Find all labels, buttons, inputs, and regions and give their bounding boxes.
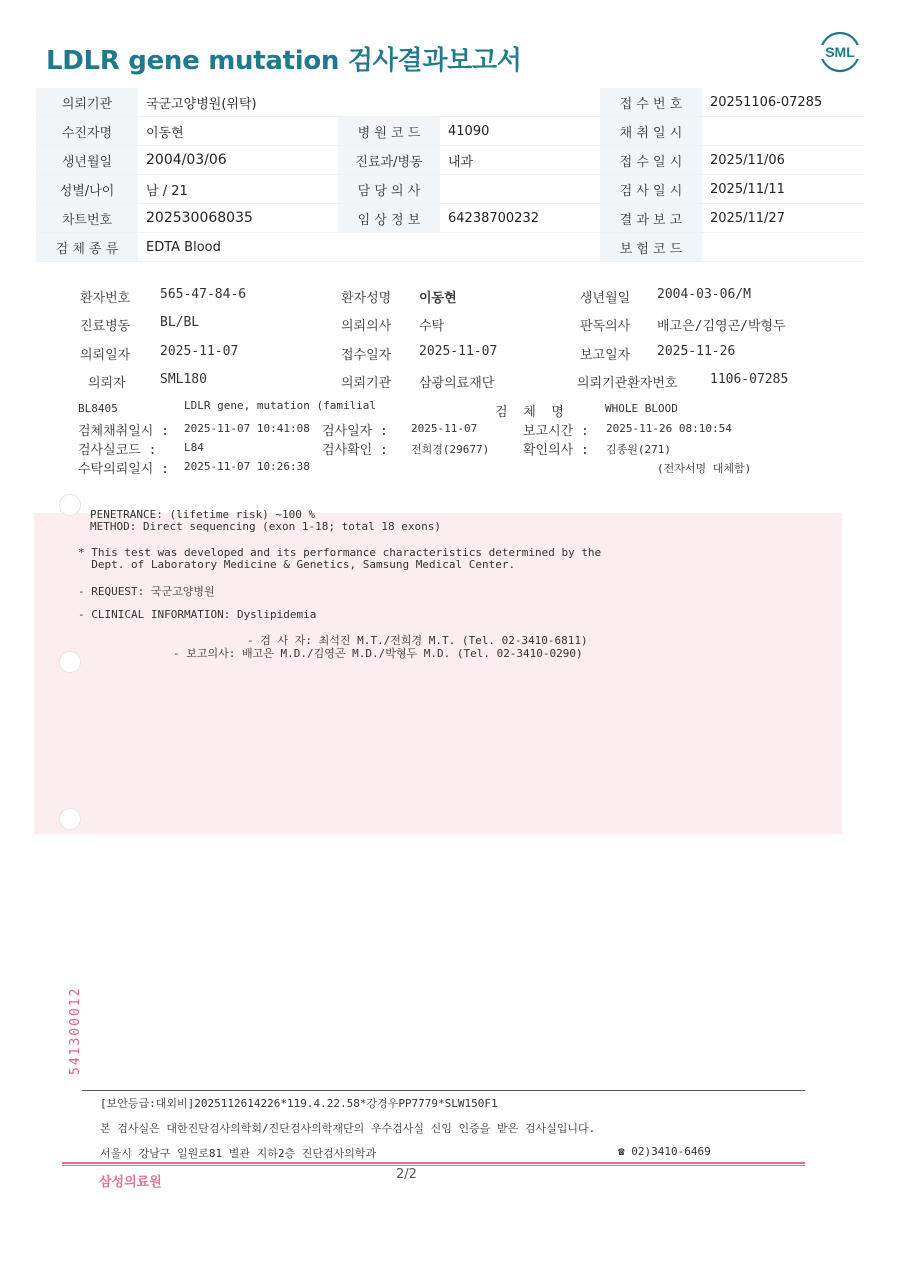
- label-clinical-info: 임 상 정 보: [338, 204, 440, 233]
- security-line: [보안등급:대외비]2025112614226*119.4.22.58*강경우PP7779*SLW150F1: [100, 1097, 498, 1110]
- report-line: - 보고의사: 배고은 M.D./김영곤 M.D./박형두 M.D. (Tel. 02-3410-0290): [173, 647, 583, 660]
- value-confirm-doctor: 김종원(271): [606, 443, 671, 456]
- report-line: - 검 사 자: 최석진 M.T./전희경 M.T. (Tel. 02-3410-6811): [247, 634, 588, 647]
- label-specimen-type: 검 체 종 류: [36, 233, 138, 262]
- label-sex-age: 성별/나이: [36, 175, 138, 204]
- value-patient-name: 이동현: [419, 291, 457, 306]
- binder-hole: [59, 494, 81, 516]
- footer-divider: [62, 1165, 805, 1166]
- value-requesting-org: 삼광의료재단: [419, 376, 495, 391]
- label-test-date: 검사일자 :: [322, 424, 388, 439]
- value-chart-number: 202530068035: [138, 204, 338, 233]
- label-receipt-number: 접 수 번 호: [600, 88, 702, 117]
- label-hospital-code: 병 원 코 드: [338, 117, 440, 146]
- page-number: 2/2: [396, 1167, 417, 1182]
- label-requesting-org: 의뢰기관: [341, 376, 392, 391]
- value-org-patient-number: 1106-07285: [710, 372, 789, 387]
- report-line: - REQUEST: 국군고양병원: [78, 585, 215, 598]
- sml-logo: [818, 30, 862, 74]
- label-receipt-date: 접수일자: [341, 348, 392, 363]
- binder-hole: [59, 808, 81, 830]
- value-report-date: 2025-11-26: [657, 344, 736, 359]
- value-requester: SML180: [160, 372, 207, 387]
- value-request-date: 2025-11-07: [160, 344, 239, 359]
- label-insurance-code: 보 험 코 드: [600, 233, 702, 262]
- label-test-confirm: 검사확인 :: [322, 443, 388, 458]
- label-request-date: 의뢰일자: [80, 348, 131, 363]
- report-line: - CLINICAL INFORMATION: Dyslipidemia: [78, 608, 317, 621]
- header-row: [36, 117, 864, 146]
- label-receipt-date: 접 수 일 시: [600, 146, 702, 175]
- value-birth-date: 2004-03-06/M: [657, 287, 751, 302]
- label-department: 진료과/병동: [338, 146, 440, 175]
- logo-text: SML: [825, 44, 855, 60]
- label-test-date: 검 사 일 시: [600, 175, 702, 204]
- value-test-date: 2025-11-07: [411, 422, 478, 435]
- value-receipt-date: 2025-11-07: [419, 344, 498, 359]
- label-patient-name: 환자성명: [341, 291, 392, 306]
- label-requester: 의뢰자: [88, 376, 126, 391]
- header-row: [36, 175, 864, 204]
- hospital-name: 삼성의료원: [99, 1175, 162, 1190]
- label-report-time: 보고시간 :: [523, 424, 589, 439]
- label-physician: 담 당 의 사: [338, 175, 440, 204]
- label-result-report: 결 과 보 고: [600, 204, 702, 233]
- report-line: PENETRANCE: (lifetime risk) ~100 %: [90, 508, 316, 521]
- footer-accent-line: [62, 1162, 805, 1164]
- value-result-report: 2025/11/27: [702, 204, 864, 233]
- value-clinical-info: 64238700232: [440, 204, 600, 233]
- label-requesting-doctor: 의뢰의사: [341, 319, 392, 334]
- binder-hole: [59, 651, 81, 673]
- label-collection-time: 검체채취일시 :: [78, 424, 170, 439]
- esign-note: (전자서명 대체함): [657, 462, 752, 475]
- value-insurance-code: [702, 233, 864, 262]
- label-reading-doctor: 판독의사: [580, 319, 631, 334]
- label-specimen: 검 체 명: [495, 405, 564, 420]
- test-name: LDLR gene, mutation (familial: [184, 399, 377, 412]
- value-requesting-doctor: 수탁: [419, 319, 445, 334]
- label-birth-date: 생년월일: [36, 146, 138, 175]
- report-line: * This test was developed and its performance characteristics determined by the: [78, 546, 602, 559]
- label-org-patient-number: 의뢰기관환자번호: [577, 376, 678, 391]
- lab-address: 서울시 강남구 일원로81 별관 지하2층 진단검사의학과: [100, 1147, 377, 1160]
- lab-phone: ☎ 02)3410-6469: [618, 1145, 711, 1158]
- header-row: [36, 204, 864, 233]
- label-confirm-doctor: 확인의사 :: [523, 443, 589, 458]
- value-requesting-org: 국군고양병원(위탁): [138, 88, 338, 117]
- certification-note: 본 검사실은 대한진단검사의학회/진단검사의학재단의 우수검사실 신임 인증을 받은 검사실입니다.: [100, 1122, 596, 1135]
- value-reading-doctor: 배고은/김영곤/박형두: [657, 319, 786, 334]
- header-row: [36, 233, 864, 262]
- test-code: BL8405: [78, 402, 118, 415]
- label-report-date: 보고일자: [580, 348, 631, 363]
- value-collection-time: [702, 117, 864, 146]
- value-department: 내과: [440, 146, 600, 175]
- label-birth-date: 생년월일: [580, 291, 631, 306]
- value-order-time: 2025-11-07 10:26:38: [184, 460, 310, 473]
- header-row: [36, 146, 864, 175]
- value-hospital-code: 41090: [440, 117, 600, 146]
- header-info-table: [36, 88, 864, 262]
- value-lab-code: L84: [184, 441, 204, 454]
- report-line: Dept. of Laboratory Medicine & Genetics, Samsung Medical Center.: [78, 558, 516, 571]
- value-test-confirm: 전희경(29677): [411, 443, 490, 456]
- label-patient-id: 환자번호: [80, 291, 131, 306]
- value-report-time: 2025-11-26 08:10:54: [606, 422, 732, 435]
- value-specimen-type: EDTA Blood: [138, 233, 338, 262]
- label-ward: 진료병동: [80, 319, 131, 334]
- value-patient-name: 이동현: [138, 117, 338, 146]
- value-patient-id: 565-47-84-6: [160, 287, 247, 302]
- value-sex-age: 남 / 21: [138, 175, 338, 204]
- value-birth-date: 2004/03/06: [138, 146, 338, 175]
- side-serial-number: 541300012: [68, 986, 83, 1075]
- label-patient-name: 수진자명: [36, 117, 138, 146]
- footer-divider: [82, 1090, 805, 1091]
- label-chart-number: 차트번호: [36, 204, 138, 233]
- value-physician: [440, 175, 600, 204]
- label-order-time: 수탁의뢰일시 :: [78, 462, 170, 477]
- report-title: LDLR gene mutation 검사결과보고서: [46, 46, 522, 76]
- value-ward: BL/BL: [160, 315, 200, 330]
- value-specimen: WHOLE BLOOD: [605, 402, 678, 415]
- value-test-date: 2025/11/11: [702, 175, 864, 204]
- report-line: METHOD: Direct sequencing (exon 1-18; total 18 exons): [90, 520, 441, 533]
- header-row: [36, 88, 864, 117]
- label-collection-time: 채 취 일 시: [600, 117, 702, 146]
- value-receipt-date: 2025/11/06: [702, 146, 864, 175]
- value-receipt-number: 20251106-07285: [702, 88, 864, 117]
- value-collection-time: 2025-11-07 10:41:08: [184, 422, 310, 435]
- label-requesting-org: 의뢰기관: [36, 88, 138, 117]
- label-lab-code: 검사실코드 :: [78, 443, 157, 458]
